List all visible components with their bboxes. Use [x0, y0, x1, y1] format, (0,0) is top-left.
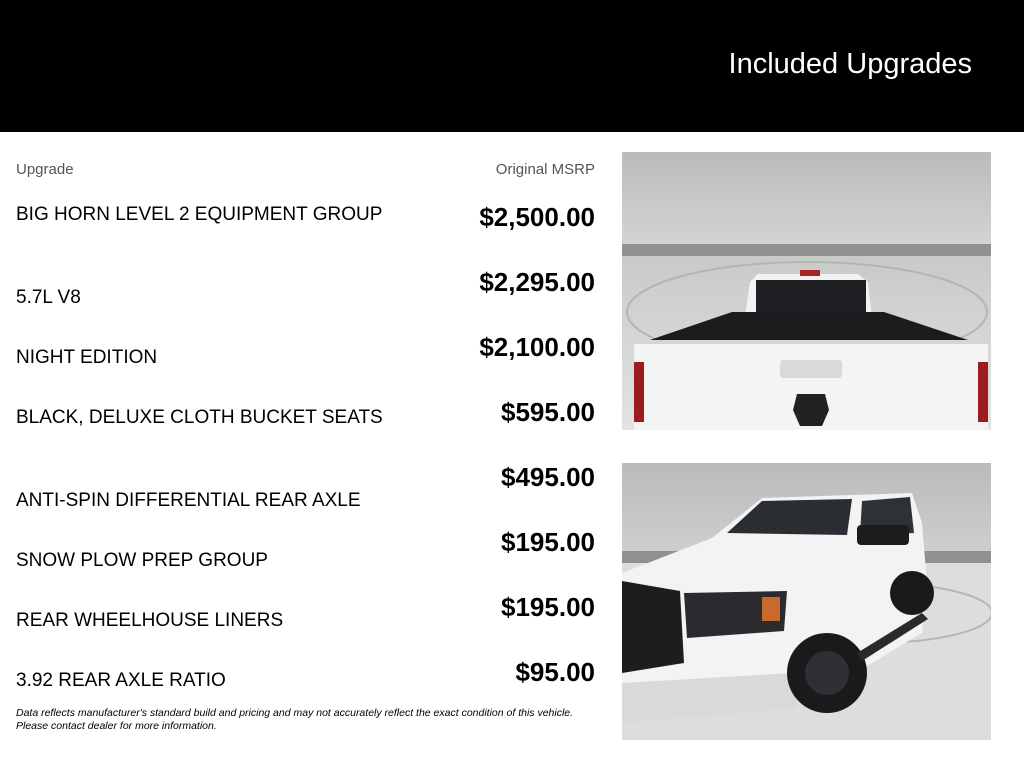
upgrade-name: NIGHT EDITION — [16, 347, 158, 368]
upgrade-price: $195.00 — [501, 527, 595, 557]
truck-rear-photo — [622, 152, 991, 430]
upgrade-price: $595.00 — [501, 397, 595, 427]
upgrade-name: REAR WHEELHOUSE LINERS — [16, 610, 284, 631]
upgrade-name: 5.7L V8 — [16, 287, 81, 308]
column-header-upgrade: Upgrade — [16, 161, 74, 178]
upgrade-name: 3.92 REAR AXLE RATIO — [16, 670, 226, 691]
truck-front-photo — [622, 463, 991, 740]
upgrade-price: $495.00 — [501, 462, 595, 492]
upgrade-name: SNOW PLOW PREP GROUP — [16, 550, 268, 571]
disclaimer-text: Data reflects manufacturer's standard build and pricing and may not accurately reflect the exact condition of this vehicle. Please contact dealer for more information. — [16, 707, 574, 732]
upgrade-name: ANTI-SPIN DIFFERENTIAL REAR AXLE — [16, 490, 361, 511]
upgrade-price: $2,500.00 — [479, 202, 595, 232]
header-bar — [0, 0, 1024, 132]
upgrade-price: $2,100.00 — [479, 332, 595, 362]
upgrade-price: $95.00 — [515, 657, 595, 687]
upgrade-name: BLACK, DELUXE CLOTH BUCKET SEATS — [16, 407, 383, 428]
column-header-msrp: Original MSRP — [495, 161, 595, 178]
upgrade-price: $195.00 — [501, 592, 595, 622]
upgrade-price: $2,295.00 — [479, 267, 595, 297]
upgrade-name: BIG HORN LEVEL 2 EQUIPMENT GROUP — [16, 204, 383, 225]
page-title: Included Upgrades — [728, 48, 972, 80]
